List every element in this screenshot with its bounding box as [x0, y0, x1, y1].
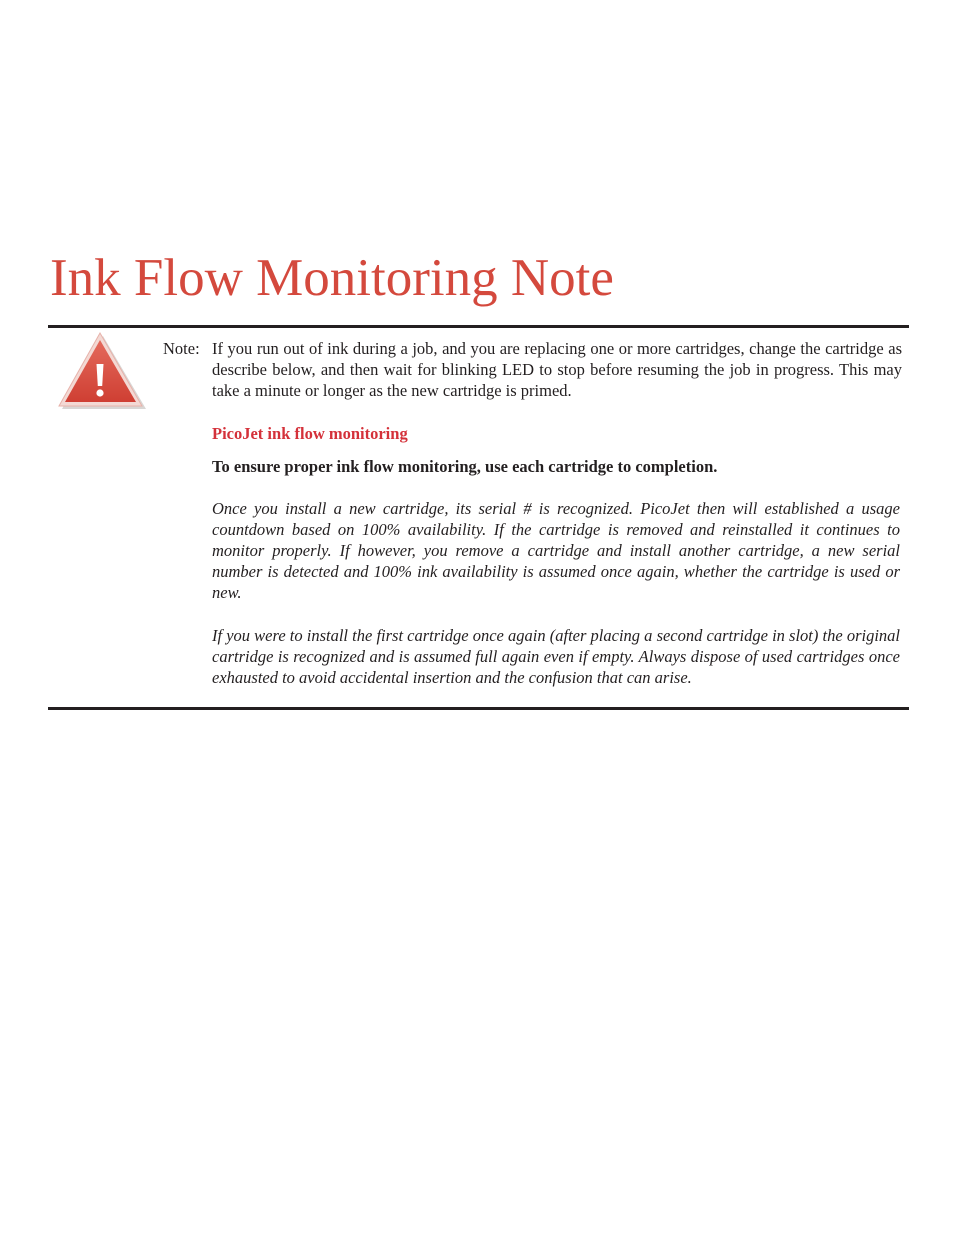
note-text: If you run out of ink during a job, and you are replacing one or more cartridges, change the cartridge as describe below, and then wait for blinking LED to stop before resuming the job in progress. This may take a minute or longer as the new cartridge is primed. — [212, 339, 902, 400]
top-divider — [48, 325, 909, 328]
page-title: Ink Flow Monitoring Note — [50, 249, 614, 307]
warning-icon — [56, 330, 148, 412]
paragraph-reinstall-warning: If you were to install the first cartridge once again (after placing a second cartridge in slot) the original cartridge is recognized and is assumed full again even if empty. Always dispose of used cartridges once exhausted to avoid accidental insertion and the confusion that can arise. — [212, 626, 900, 687]
paragraph-serial-recognition: Once you install a new cartridge, its serial # is recognized. PicoJet then will established a usage countdown based on 100% availability. If the cartridge is removed and reinstalled it continues to monitor properly. If however, you remove a cartridge and install another cartridge, a new serial number is detected and 100% ink availability is assumed once again, whether the cartridge is used or new. — [212, 499, 900, 602]
note-label: Note: — [163, 339, 200, 358]
bottom-divider — [48, 707, 909, 710]
section-heading: PicoJet ink flow monitoring — [212, 424, 408, 443]
section-instruction: To ensure proper ink flow monitoring, use each cartridge to completion. — [212, 457, 718, 476]
